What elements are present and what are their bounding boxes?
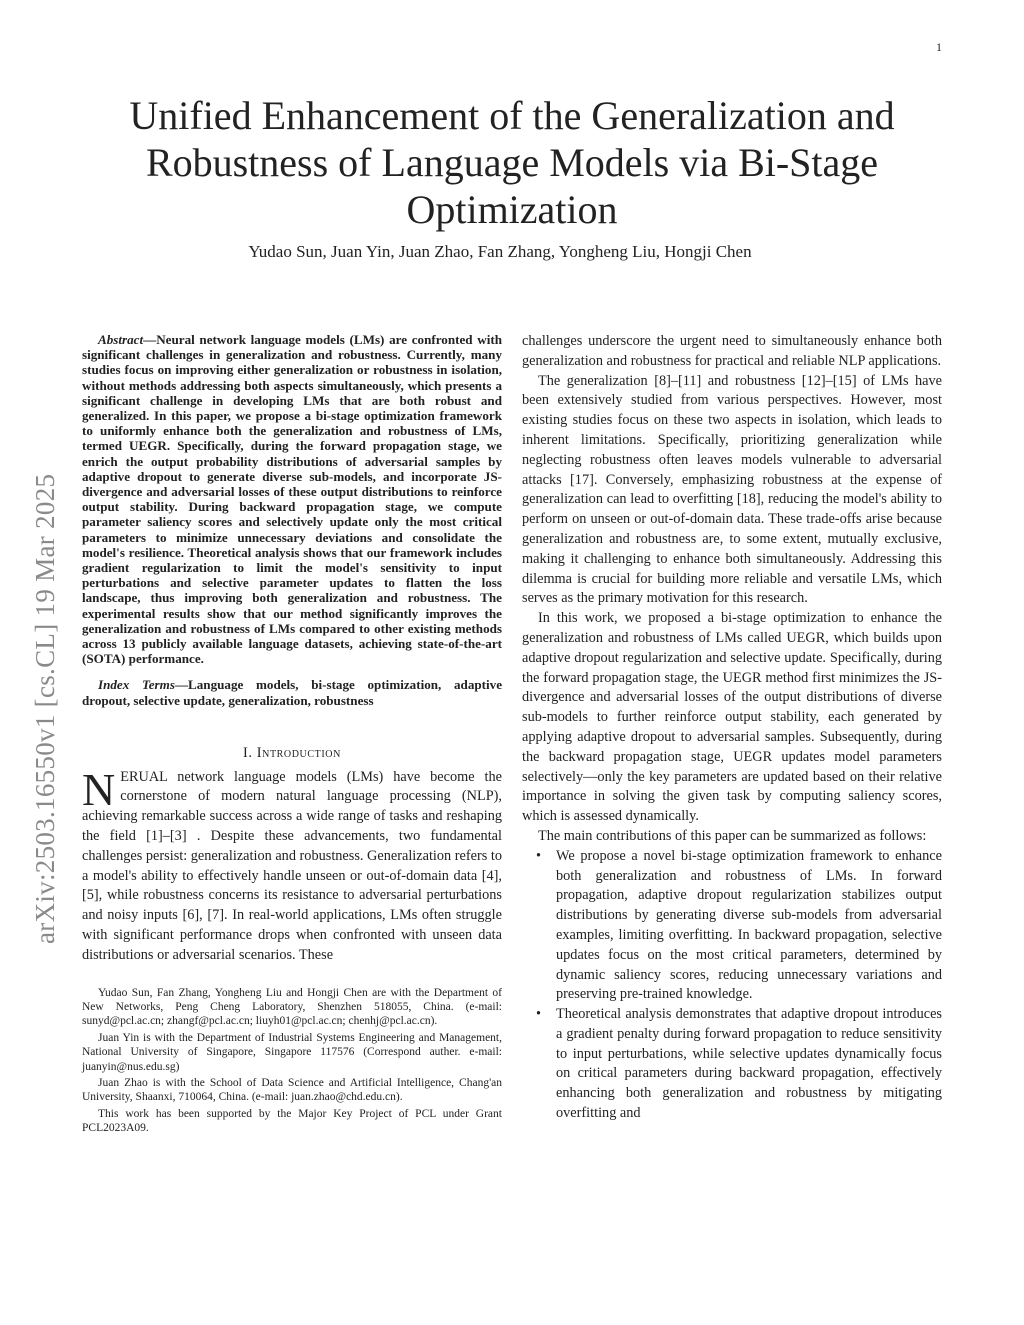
- index-terms-text: —Language models, bi-stage optimization, adaptive dropout, selective update, generalization, robustness: [82, 677, 503, 708]
- bullet-icon: •: [536, 847, 542, 864]
- list-item: [536, 1005, 942, 1124]
- abstract: [82, 332, 502, 666]
- right-column: [522, 332, 942, 1124]
- body-paragraph: challenges underscore the urgent need to simultaneously enhance both generalization and robustness for practical and reliable NLP applications.: [522, 333, 942, 369]
- left-column: [82, 332, 502, 1138]
- body-paragraph: The main contributions of this paper can be summarized as follows:: [538, 827, 927, 844]
- paper-title: Unified Enhancement of the Generalization and Robustness of Language Models via Bi-Stage Optimization: [129, 93, 895, 232]
- author-footnotes: [82, 986, 502, 1136]
- arxiv-identifier-stamp[interactable]: arXiv:2503.16550v1 [cs.CL] 19 Mar 2025: [30, 473, 60, 944]
- list-item-text: We propose a novel bi-stage optimization framework to enhance both generalization and robustness of LMs. In forward propagation, adaptive dropout regularization stabilizes output distributions by generating diverse sub-models from adversarial examples, limiting overfitting. In backward propagation, selective updates focus on the most critical parameters, determined by dynamic saliency scores, reducing unnecessary variations and preserving pre-trained knowledge.: [556, 847, 942, 1003]
- index-terms: [82, 677, 502, 707]
- page-number: 1: [936, 40, 942, 54]
- intro-text: ERUAL network language models (LMs) have become the cornerstone of modern natural language processing (NLP), achieving remarkable success across a wide range of tasks and reshaping the field [1]–[3] . Despite these advancements, two fundamental challenges persist: generalization and robustness. Generalization refers to a model's ability to effectively handle unseen or out-of-domain data [4], [5], while robustness concerns its resistance to adversarial perturbations and noisy inputs [6], [7]. In real-world applications, LMs often struggle with significant performance drops when confronted with unseen data distributions or adversarial scenarios. These: [82, 768, 503, 963]
- list-item: [536, 847, 942, 1005]
- author-list: Yudao Sun, Juan Yin, Juan Zhao, Fan Zhang, Yongheng Liu, Hongji Chen: [248, 242, 752, 261]
- body-paragraph: In this work, we proposed a bi-stage optimization to enhance the generalization and robustness of LMs called UEGR, which builds upon adaptive dropout regularization and selective update. Specifically, during the forward propagation stage, the UEGR method first minimizes the JS-divergence and adversarial losses of the output distributions of diverse sub-models to further reinforce output stability, each generated by applying adaptive dropout to adversarial samples. Subsequently, during the backward propagation stage, UEGR updates model parameters selectively—only the key parameters are updated based on their relative importance in solving the given task by computing saliency scores, which is assessed dynamically.: [522, 610, 942, 825]
- footnote-affiliation: Juan Zhao is with the School of Data Science and Artificial Intelligence, Chang'an University, Shaanxi, 710064, China. (e-mail: juan.zhao@chd.edu.cn).: [82, 1077, 502, 1104]
- dropcap-letter: N: [82, 763, 116, 815]
- list-item-text: Theoretical analysis demonstrates that adaptive dropout introduces a gradient penalty during forward propagation to reduce sensitivity to input perturbations, while selective updates dynamically focus on critical parameters during backward propagation, effectively enhancing both generalization and robustness by mitigating overfitting and: [556, 1006, 942, 1122]
- abstract-label: Abstract: [98, 332, 144, 347]
- contributions-list: [536, 847, 942, 1124]
- footnote-affiliation: Juan Yin is with the Department of Industrial Systems Engineering and Management, National University of Singapore, Singapore 117576 (Correspond auther. e-mail: juanyin@nus.edu.sg): [82, 1031, 502, 1073]
- index-terms-label: Index Terms: [98, 677, 175, 693]
- footnote-affiliation: Yudao Sun, Fan Zhang, Yongheng Liu and Hongji Chen are with the Department of New Networks, Peng Cheng Laboratory, Shenzhen 518055, China. (e-mail: sunyd@pcl.ac.cn; zhangf@pcl.ac.cn; liuyh01@pcl.ac.cn; chenhj@pcl.ac.cn).: [82, 986, 502, 1028]
- intro-paragraph: [82, 763, 503, 966]
- footnote-funding: This work has been supported by the Major Key Project of PCL under Grant PCL2023A09.: [82, 1107, 502, 1135]
- body-paragraph: The generalization [8]–[11] and robustness [12]–[15] of LMs have been extensively studied from various perspectives. However, most existing studies focus on these two aspects in isolation, which leads to inherent limitations. Specifically, prioritizing generalization while neglecting robustness often leaves models vulnerable to adversarial attacks [17]. Conversely, emphasizing robustness at the expense of generalization can lead to overfitting [18], reducing the model's ability to perform on unseen or out-of-domain data. These trade-offs arise because generalization and robustness are, to some extent, mutually exclusive, making it challenging to enhance both simultaneously. Addressing this dilemma is crucial for building more reliable and versatile LMs, which serves as the primary motivation for this research.: [522, 372, 942, 607]
- bullet-icon: •: [536, 1006, 542, 1023]
- abstract-text: —Neural network language models (LMs) are confronted with significant challenges in generalization and robustness. Currently, many studies focus on improving either generalization or robustness in isolation, without methods addressing both aspects simultaneously, which presents a significant challenge in developing LMs that are both robust and generalized. In this paper, we propose a bi-stage optimization framework to uniformly enhance both the generalization and robustness of LMs, termed UEGR. Specifically, during the forward propagation stage, we enrich the output probability distributions of adversarial samples by adaptive dropout to generate diverse sub-models, and incorporate JS-divergence and adversarial losses of these output distributions to reinforce output stability. During backward propagation stage, we compute parameter saliency scores and selectively update only the most critical parameters to minimize unnecessary deviations and consolidate the model's resilience. Theoretical analysis shows that our framework includes gradient regularization to limit the model's sensitivity to input perturbations and selective parameter updates to flatten the loss landscape, thus improving both generalization and robustness. The experimental results show that our method significantly improves the generalization and robustness of LMs compared to other existing methods across 13 publicly available language datasets, achieving state-of-the-art (SOTA) performance.: [82, 332, 502, 667]
- section-heading-introduction: I. Introduction: [243, 744, 341, 761]
